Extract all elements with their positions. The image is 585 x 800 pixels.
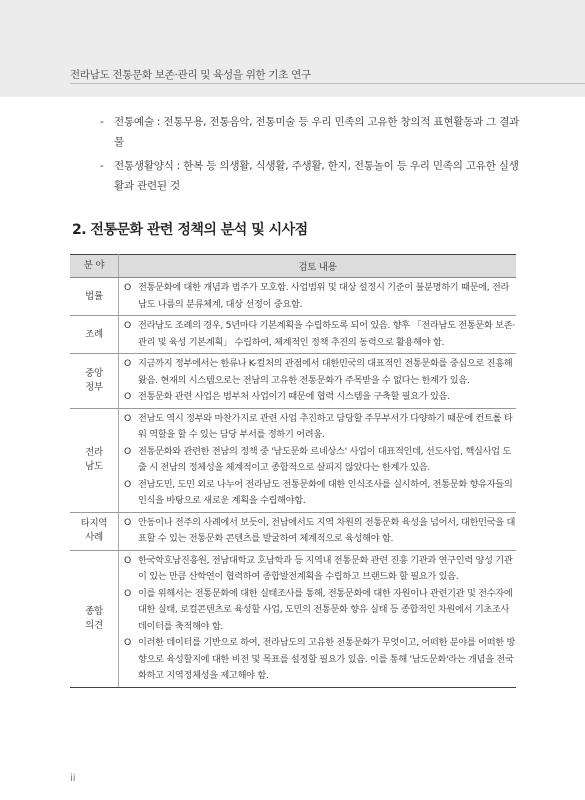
review-item bbox=[124, 280, 516, 313]
row-review-content bbox=[119, 316, 517, 354]
review-item-text: 지금까지 정부에서는 한류나 K-컬처의 관점에서 대한민국의 대표적인 전통문화를 중심으로 진흥해 왔음. 현재의 시스템으로는 전남의 고유한 전통문화가 주목받을 수 없다는 한계가 있음. bbox=[138, 358, 513, 386]
header-divider bbox=[70, 83, 585, 84]
field-label-line: 사례 bbox=[85, 532, 103, 543]
circle-bullet-icon: O bbox=[124, 587, 131, 599]
row-review-content bbox=[119, 550, 517, 687]
table-row bbox=[70, 408, 516, 512]
review-item-text: 전남도민, 도민 외로 나누어 전라남도 전통문화에 대한 인식조사를 실시하여, 전통문화 향유자들의 인식을 바탕으로 새로운 계획을 수립해야함. bbox=[138, 478, 513, 506]
circle-bullet-icon: O bbox=[124, 637, 131, 648]
page-number: ii bbox=[70, 773, 76, 784]
row-review-content bbox=[119, 354, 517, 409]
table-row bbox=[70, 550, 516, 687]
row-review-content bbox=[119, 512, 517, 550]
row-field-label bbox=[70, 550, 119, 687]
circle-bullet-icon: O bbox=[124, 445, 131, 457]
circle-bullet-icon: O bbox=[124, 320, 131, 331]
review-item-text: 전통문화에 대한 개념과 범주가 모호함. 사업범위 및 대상 설정시 기준이 불분명하기 때문에, 전라남도 나름의 분류체계, 대상 선정이 중요함. bbox=[138, 282, 510, 310]
row-review-content bbox=[119, 408, 517, 512]
review-item-text: 안동이나 전주의 사례에서 보듯이, 전남에서도 지역 차원의 전통문화 육성을 넘어서, 대한민국을 대표할 수 있는 전통문화 콘텐츠를 발굴하여 체계적으로 육성해야 함. bbox=[138, 516, 516, 544]
field-label-line: 정부 bbox=[85, 381, 103, 393]
review-item-text: 전통문화와 관련한 전남의 정책 중 '남도문화 르네상스' 사업이 대표적인데, 선도사업, 핵심사업 도출 시 전남의 정체성을 체계적이고 종합적으로 살피지 않았다는 한계가 있음. bbox=[138, 445, 511, 473]
field-label-line: 전라 bbox=[85, 447, 103, 458]
column-header-field: 분 야 bbox=[70, 255, 119, 278]
row-field-label bbox=[70, 278, 119, 316]
field-label-line: 법률 bbox=[85, 290, 103, 302]
field-label-line: 종합 bbox=[85, 605, 103, 617]
field-label-line: 조례 bbox=[85, 328, 103, 340]
field-label-line: 타지역 bbox=[80, 518, 108, 529]
review-item-text: 전통문화 관련 사업은 범부처 사업이기 때문에 협력 시스템을 구축할 필요가 있음. bbox=[138, 391, 450, 402]
row-review-content bbox=[119, 278, 517, 316]
circle-bullet-icon: O bbox=[124, 358, 131, 369]
column-header-content: 검토 내용 bbox=[119, 255, 517, 278]
review-item-text: 이를 위해서는 전통문화에 대한 실태조사를 통해, 전통문화에 대한 자원이나 관련기관 및 전수자에 대한 실태, 로컬콘텐츠로 육성할 사업, 도민의 전통문화 향유 실태 등 종합적인 차원에서 기초조사 데이터를 축적해야 함. bbox=[138, 587, 513, 632]
review-item bbox=[124, 444, 516, 477]
review-item-text: 전남도 역시 정부와 마찬가지로 관련 사업 추진하고 담당할 주무부서가 다양하기 때문에 컨트롤 타워 역할을 할 수 있는 담당 부서를 정하기 어려움. bbox=[138, 412, 513, 440]
review-item-text: 전라남도 조례의 경우, 5년마다 기본계획을 수립하도록 되어 있음. 향후 「전라남도 전통문화 보존·관리 및 육성 기본계획」 수립하여, 체계적인 정책 추진의 동력으로 활용해야 함. bbox=[138, 320, 515, 348]
bullet-item bbox=[100, 156, 520, 196]
field-label-line: 중앙 bbox=[85, 367, 103, 379]
review-item bbox=[124, 411, 516, 444]
running-head-title: 전라남도 전통문화 보존·관리 및 육성을 위한 기초 연구 bbox=[70, 69, 311, 81]
review-item bbox=[124, 356, 516, 389]
row-field-label bbox=[70, 408, 119, 512]
bullet-text: 전통생활양식 : 한복 등 의생활, 식생활, 주생활, 한지, 전통놀이 등 우리 민족의 고유한 실생활과 관련된 것 bbox=[114, 160, 519, 192]
review-item bbox=[124, 553, 516, 586]
circle-bullet-icon: O bbox=[124, 412, 131, 424]
circle-bullet-icon: O bbox=[124, 282, 131, 293]
field-label-line: 남도 bbox=[85, 461, 103, 472]
table-row bbox=[70, 316, 516, 354]
bullet-item bbox=[100, 112, 520, 152]
table-row bbox=[70, 278, 516, 316]
row-field-label bbox=[70, 354, 119, 409]
field-label-line: 의견 bbox=[85, 619, 103, 631]
review-item bbox=[124, 318, 516, 351]
circle-bullet-icon: O bbox=[124, 554, 131, 566]
bullet-dash: - bbox=[100, 160, 104, 172]
section-title: 2. 전통문화 관련 정책의 분석 및 시사점 bbox=[72, 222, 308, 238]
bullet-dash: - bbox=[100, 116, 104, 128]
review-item bbox=[124, 389, 516, 406]
review-item bbox=[124, 477, 516, 510]
row-field-label bbox=[70, 512, 119, 550]
bullet-text: 전통예술 : 전통무용, 전통음악, 전통미술 등 우리 민족의 고유한 창의적 표현활동과 그 결과물 bbox=[114, 116, 520, 148]
review-table bbox=[70, 254, 516, 688]
circle-bullet-icon: O bbox=[124, 391, 131, 402]
review-item-text: 이러한 데이터를 기반으로 하여, 전라남도의 고유한 전통문화가 무엇이고, 어떠한 분야를 어떠한 방향으로 육성할지에 대한 비전 및 목표를 설정할 필요가 있음. 이를 통해 '남도문화'라는 개념을 전국화하고 지역정체성을 제고해야 함. bbox=[138, 637, 516, 681]
review-item bbox=[124, 635, 516, 685]
table-header-row bbox=[70, 255, 516, 278]
review-item-text: 한국학호남진흥원, 전남대학교 호남학과 등 지역내 전통문화 관련 진흥 기관과 연구인력 양성 기관이 있는 만큼 산학연이 협력하여 종합발전계획을 수립하고 브랜드화 할 필요가 있음. bbox=[138, 554, 513, 582]
bullet-list bbox=[100, 112, 520, 200]
circle-bullet-icon: O bbox=[124, 516, 131, 528]
review-item bbox=[124, 515, 516, 548]
table-row bbox=[70, 512, 516, 550]
circle-bullet-icon: O bbox=[124, 478, 131, 490]
table-row bbox=[70, 354, 516, 409]
review-item bbox=[124, 586, 516, 636]
row-field-label bbox=[70, 316, 119, 354]
